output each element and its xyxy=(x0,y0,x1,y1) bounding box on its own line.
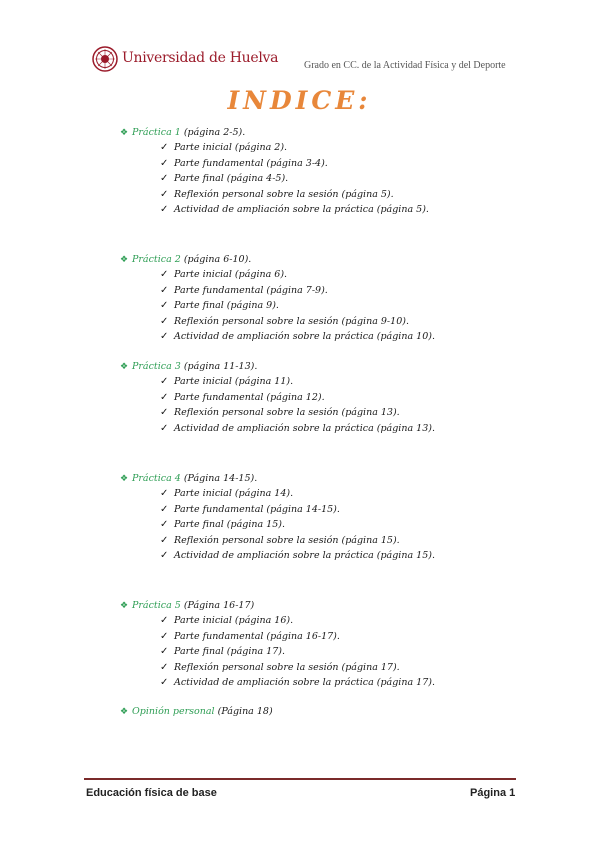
toc-item xyxy=(160,423,435,434)
toc-section-heading xyxy=(120,600,254,611)
checkmark-icon: ✓ xyxy=(160,142,169,153)
toc-item-label: Reflexión personal sobre la sesión (página 17). xyxy=(174,661,400,673)
checkmark-icon: ✓ xyxy=(160,315,169,327)
checkmark-icon: ✓ xyxy=(160,204,169,216)
toc-section-link[interactable]: Opinión personal xyxy=(132,706,215,717)
toc-item-label: Parte final (página 4-5). xyxy=(174,173,289,185)
checkmark-icon: ✓ xyxy=(160,376,169,387)
checkmark-icon: ✓ xyxy=(160,661,169,673)
toc-item-label: Parte fundamental (página 12). xyxy=(174,391,325,403)
toc-item xyxy=(160,535,400,546)
toc-item-label: Parte inicial (página 16). xyxy=(174,615,294,626)
checkmark-icon: ✓ xyxy=(160,677,169,689)
checkmark-icon: ✓ xyxy=(160,615,169,626)
toc-item-label: Actividad de ampliación sobre la práctica (página 15). xyxy=(174,550,435,562)
toc-item-label: Actividad de ampliación sobre la práctica (página 13). xyxy=(174,422,435,434)
diamond-bullet-icon: ❖ xyxy=(120,601,129,611)
toc-item-label: Reflexión personal sobre la sesión (página 13). xyxy=(174,407,400,419)
toc-item xyxy=(160,488,293,499)
toc-section-heading xyxy=(120,254,251,265)
toc-item-label: Reflexión personal sobre la sesión (página 5). xyxy=(174,188,394,200)
toc-item xyxy=(160,407,400,418)
checkmark-icon: ✓ xyxy=(160,300,169,312)
toc-item-label: Parte final (página 9). xyxy=(174,300,279,312)
checkmark-icon: ✓ xyxy=(160,269,169,280)
toc-item-label: Parte fundamental (página 3-4). xyxy=(174,157,328,169)
toc-item xyxy=(160,376,293,387)
checkmark-icon: ✓ xyxy=(160,407,169,419)
toc-section-heading xyxy=(120,473,257,484)
toc-item xyxy=(160,662,400,673)
footer-page-number: Página 1 xyxy=(470,787,516,799)
checkmark-icon: ✓ xyxy=(160,630,169,642)
toc-section-pages: (página 6-10). xyxy=(180,254,252,265)
toc-item-label: Parte inicial (página 14). xyxy=(174,488,294,499)
diamond-bullet-icon: ❖ xyxy=(120,474,129,484)
toc-item-label: Parte inicial (página 6). xyxy=(174,269,288,280)
header-degree-text: Grado en CC. de la Actividad Física y del Deporte xyxy=(304,60,506,71)
toc-section-pages: (página 2-5). xyxy=(180,127,246,138)
toc-item xyxy=(160,631,340,642)
toc-item xyxy=(160,550,435,561)
toc-section-link[interactable]: Práctica 4 xyxy=(132,473,181,484)
checkmark-icon: ✓ xyxy=(160,519,169,531)
toc-item xyxy=(160,331,435,342)
toc-item xyxy=(160,158,328,169)
toc-item xyxy=(160,504,340,515)
toc-item xyxy=(160,392,325,403)
checkmark-icon: ✓ xyxy=(160,488,169,499)
checkmark-icon: ✓ xyxy=(160,422,169,434)
checkmark-icon: ✓ xyxy=(160,646,169,658)
diamond-bullet-icon: ❖ xyxy=(120,362,129,372)
toc-section-heading xyxy=(120,127,245,138)
toc-item-label: Actividad de ampliación sobre la práctica (página 17). xyxy=(174,677,435,689)
toc-item xyxy=(160,519,285,530)
checkmark-icon: ✓ xyxy=(160,188,169,200)
toc-item xyxy=(160,189,394,200)
toc-section-pages: (Página 14-15). xyxy=(180,473,258,484)
toc-item-label: Parte final (página 17). xyxy=(174,646,285,658)
toc-item-label: Reflexión personal sobre la sesión (página 15). xyxy=(174,534,400,546)
toc-section-pages: (Página 16-17) xyxy=(180,600,255,611)
page-title: INDICE: xyxy=(227,86,372,115)
university-logo-text: Universidad de Huelva xyxy=(122,50,279,66)
toc-section-link[interactable]: Práctica 5 xyxy=(132,600,181,611)
toc-item-label: Parte inicial (página 2). xyxy=(174,142,288,153)
toc-item-label: Actividad de ampliación sobre la práctica (página 5). xyxy=(174,204,429,216)
toc-item xyxy=(160,300,279,311)
toc-section-link[interactable]: Práctica 2 xyxy=(132,254,181,265)
checkmark-icon: ✓ xyxy=(160,550,169,562)
diamond-bullet-icon: ❖ xyxy=(120,128,129,138)
toc-section-heading xyxy=(120,361,257,372)
checkmark-icon: ✓ xyxy=(160,173,169,185)
toc-item xyxy=(160,269,287,280)
diamond-bullet-icon: ❖ xyxy=(120,707,129,717)
toc-item xyxy=(160,173,288,184)
diamond-bullet-icon: ❖ xyxy=(120,255,129,265)
checkmark-icon: ✓ xyxy=(160,331,169,343)
toc-item-label: Reflexión personal sobre la sesión (página 9-10). xyxy=(174,315,409,327)
checkmark-icon: ✓ xyxy=(160,534,169,546)
toc-section-link[interactable]: Práctica 1 xyxy=(132,127,181,138)
toc-item-label: Parte fundamental (página 16-17). xyxy=(174,630,340,642)
toc-item xyxy=(160,677,435,688)
toc-section-heading xyxy=(120,706,273,717)
checkmark-icon: ✓ xyxy=(160,284,169,296)
toc-item-label: Parte inicial (página 11). xyxy=(174,376,294,387)
checkmark-icon: ✓ xyxy=(160,391,169,403)
footer-divider xyxy=(84,778,516,780)
toc-section-pages: (página 11-13). xyxy=(180,361,258,372)
toc-item xyxy=(160,615,293,626)
toc-item-label: Parte final (página 15). xyxy=(174,519,285,531)
toc-item-label: Parte fundamental (página 7-9). xyxy=(174,284,328,296)
toc-item xyxy=(160,204,429,215)
checkmark-icon: ✓ xyxy=(160,503,169,515)
toc-item xyxy=(160,316,409,327)
footer-course-title: Educación física de base xyxy=(86,787,217,799)
checkmark-icon: ✓ xyxy=(160,157,169,169)
toc-item-label: Parte fundamental (página 14-15). xyxy=(174,503,340,515)
toc-section-pages: (Página 18) xyxy=(214,706,273,717)
toc-section-link[interactable]: Práctica 3 xyxy=(132,361,181,372)
toc-item xyxy=(160,285,328,296)
toc-item xyxy=(160,646,285,657)
toc-item xyxy=(160,142,287,153)
toc-item-label: Actividad de ampliación sobre la práctica (página 10). xyxy=(174,331,435,343)
